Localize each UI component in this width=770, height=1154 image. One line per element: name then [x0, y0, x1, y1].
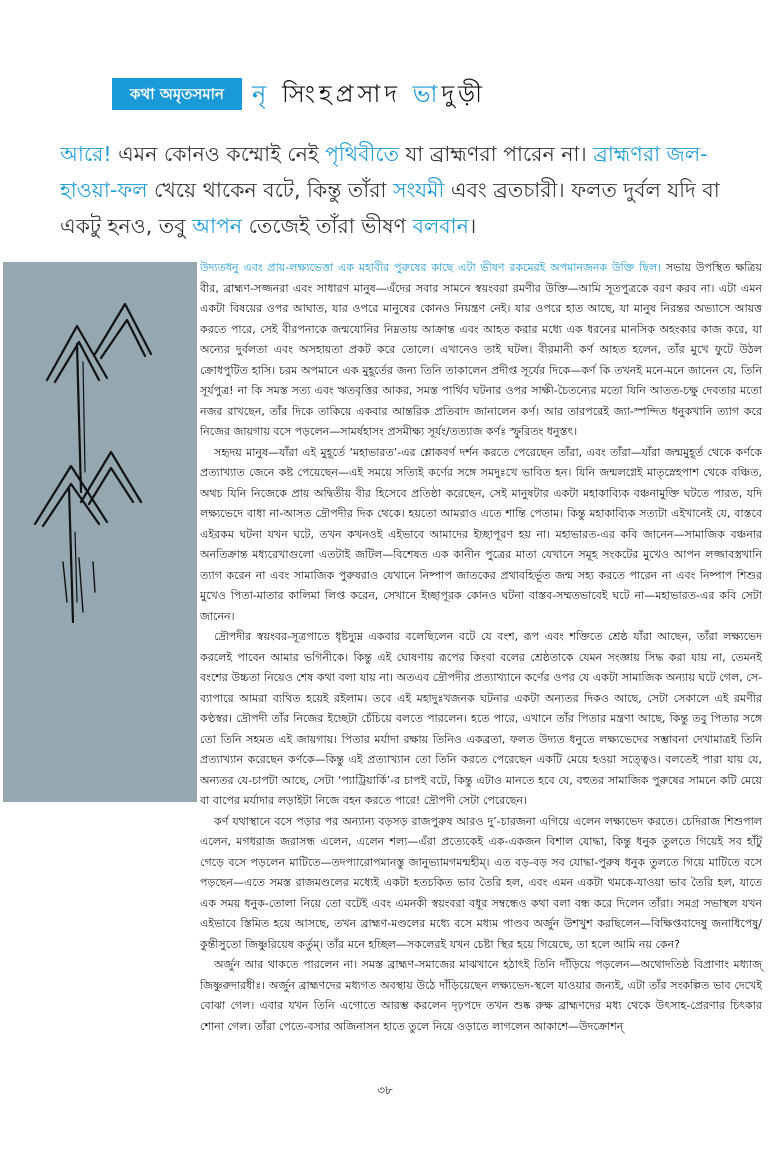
arrow-shaft-lower [69, 488, 73, 622]
author-name-part: সিংহপ্রসাদ [270, 80, 413, 108]
lead-quote [60, 136, 720, 244]
arrow-hatching [63, 558, 95, 612]
article-paragraph: সহৃদয় মানুষ—যাঁরা এই মুহূর্তে ‘মহাভারত’-এর শ্লোকবর্ণ দর্শন করতে পেরেছেন তাঁরা, এবং তাঁরা—যাঁরা জন্মমুহূর্ত থেকে কর্ণকে প্রত্যাখ্যাত জেনে কষ্ট পেয়েছেন—এই সময়ে সত্যিই কর্ণের সঙ্গে সমদুঃখে ভাবিত হন। যিনি জন্মলগ্নেই মাতৃস্নেহপাশ থেকে বঞ্চিত, অথচ যিনি নিজেকে প্রায় অদ্বিতীয় বীর হিসেবে প্রতিষ্ঠা করেছেন, সেই মানুষটার একটা মহাকাব্যিক বঞ্চনামুক্তি ঘটতে পারত, যদি লক্ষ্যভেদে বাধা না-আসত দ্রৌপদীর দিক থেকে। হয়তো আমরাও এতে শান্তি পেতাম। কিন্তু মহাকাব্যিক সত্যটা এইখানেই যে, বাস্তবে এইরকম ঘটনা যখন ঘটে, তখন কখনওই এইভাবে আমাদের ইচ্ছাপূরণ হয় না। মহাভারত-এর কবি জানেন—সামাজিক বঞ্চনার অনতিক্রান্ত মধ্যরেখাগুলো এতটাই জটিল—বিশেষত এক কানীন পুত্রের মাতা যেখানে সমূহ সংকটের মুখেও আপন লজ্জাবস্ত্রখানি ত্যাগ করেন না এবং সামাজিক পুরুষরাও যেখানে নিষ্পাপ জাতকের প্রথাবহির্ভূত জন্ম সহ্য করতে পারেন না এবং নিষ্পাপ শিশুর মুখেও পিতা-মাতার কালিমা লিপ্ত করেন, সেখানে ইচ্ছাপূরক কোনও ঘটনা বাস্তব-সম্মতভাবেই ঘটে না—মহাভারত-এর কবি সেটা জানেন। [200, 445, 763, 623]
lead-text: এমন কোনও কম্মোই নেই [111, 142, 326, 166]
article-paragraph: কর্ণ যথাস্থানে বসে পড়ার পর অন্যান্য বড়সড় রাজপুরুষ আরও দু’-চারজনা এগিয়ে এলেন লক্ষ্যভেদ করতে। চেদিরাজ শিশুপাল এলেন, মগধরাজ জরাসন্ধ এলেন, এলেন শল্য—এঁরা প্রত্যেকেই এক-একজন বিশাল যোদ্ধা, কিন্তু ধনুক তুলতে গিয়েই সব হাঁটু গেড়ে বসে পড়লেন মাটিতে—তদপ্যারোপমানস্তু জানুভ্যামগমন্মহীম্। এত বড়-বড় সব যোদ্ধা-পুরুষ ধনুক তুলতে গিয়ে মাটিতে বসে পড়ছেন—এতে সমস্ত রাজমণ্ডলের মধ্যেই একটা হতচকিত ভাব তৈরি হল, এবং এমন একটা থমকে-যাওয়া ভাব তৈরি হল, যাতে এক সময় ধনুক-তোলা নিয়ে তো বটেই এবং এমনকী স্বয়ংবরা বধূর সম্বন্ধেও কথা বলা বন্ধ করে দিলেন তাঁরা। সমগ্র সভাস্থল যখন এইভাবে স্তিমিত হয়ে আসছে, তখন ব্রাহ্মণ-মণ্ডলের মধ্যে বসে মধ্যম পাণ্ডব অর্জুন উশখুশ করছিলেন—বিক্ষিপ্তবাদেষু জনাধিপেষু/কুন্তীসুতো জিষ্ণুরিয়েষ কর্তুম্। তাঁর মনে হচ্ছিল—সকলেরই যখন চেষ্টা স্থির হয়ে গিয়েছে, তা হলে আমি নয় কেন? [200, 814, 762, 951]
arrow-head-upper-right-inner [101, 320, 145, 358]
lead-highlight: আপন [192, 214, 243, 238]
lead-text: এবং ব্রতচারী। ফলত দুর্বল যদি বা একটু হনও, তবু [60, 178, 720, 238]
author-name-part: নৃ [252, 80, 271, 108]
lead-text: তেজেই তাঁরা ভীষণ [242, 214, 413, 238]
article-body [200, 258, 762, 1037]
author-name [252, 76, 486, 112]
lead-highlight: সংযমী [392, 178, 445, 202]
arrow-head-upper-right [95, 304, 151, 354]
article-paragraph [200, 258, 762, 443]
arrow-head-lower-right-inner [89, 468, 133, 504]
author-name-part: দুড়ী [441, 80, 487, 108]
arrows-drawing [3, 262, 197, 802]
arrow-shaft-upper [77, 344, 81, 492]
article-paragraph: দ্রৌপদীর স্বয়ংবর-সূত্রপাতে ধৃষ্টদ্যুম্ন একবার বলেছিলেন বটে যে বংশ, রূপ এবং শক্তিতে শ্রেষ্ঠ যাঁরা আছেন, তাঁরা লক্ষ্যভেদ করলেই পাবেন আমার ভগিনীকে। কিন্তু এই ঘোষণায় রূপের কিংবা বলের শ্রেষ্ঠতাকে যেমন সংজ্ঞায় সিদ্ধ করা যায় না, তেমনই বংশের উচ্চতা নিয়েও শেষ কথা বলা যায় না। অতএব দ্রৌপদীর প্রত্যাখ্যানে কর্ণের ওপর যে একটা সামাজিক অন্যায় ঘটে গেল, সে-ব্যাপারে আমরা ব্যথিত হয়েই রইলাম। তবে এই মহাদুঃখজনক ঘটনার একটা অন্যতর দিকও আছে, সেটা সেকালে এই রমণীর কণ্ঠস্বর। দ্রৌপদী তাঁর নিজের ইচ্ছেটা চেঁচিয়ে বলতে পারলেন। হতে পারে, এখানে তাঁর পিতার মন্ত্রণা আছে, কিন্তু তবু পিতার সঙ্গে তো তিনি সহমত এই জায়গায়। পিতার মর্যাদা রক্ষায় তিনিও একব্রতা, ফলত উদ্যত ধনুতে লক্ষ্যভেদের সম্ভাবনা দেখামাত্রই তিনি প্রত্যাখ্যান করেছেন কর্ণকে—কিন্তু এই প্রত্যাখ্যান তো তিনি করতে পেরেছেন একটি মেয়ে হওয়া সত্ত্বেও। বলতেই পারা যায় যে, অন্যতর যে-চাপটা আছে, সেটা ‘প্যাট্রিয়ার্কি’-র চাপই বটে, কিন্তু এটাও মানতে হবে যে, বহুতর সামাজিক পুরুষের সামনে কটি মেয়ে বা বাপের মর্যাদার লড়াইটা নিজে বহন করতে পারে! দ্রৌপদী সেটা পেরেছেন। [200, 630, 762, 807]
article-paragraph: অর্জুন আর থাকতে পারলেন না। সমস্ত ব্রাহ্মণ-সমাজের মাঝখানে হঠাৎই তিনি দাঁড়িয়ে পড়লেন—অথোদতিষ্ঠ বিপ্রাণাং মধ্যাজ্ জিষ্ণুরুদারধীঃ। অর্জুন ব্রাহ্মণদের মধ্যগত অবস্থায় উঠে দাঁড়িয়েছেন লক্ষ্যভেদ-স্থলে যাওয়ার জন্যই, এটা তাঁর সংকল্পিত ভাব দেখেই বোঝা গেল। এবার যখন তিনি এগোতে আরম্ভ করলেন দৃঢ়পদে তখন শুষ্ক রুক্ষ ব্রাহ্মণদের মধ্য থেকে উৎসাহ-প্রেরণার চিৎকার শোনা গেল। তাঁরা পেতে-বসার অজিনাসন হাতে তুলে নিয়ে ওড়াতে লাগলেন আকাশে—উদক্রোশন্ [200, 958, 762, 1033]
calligraphic-arrows-artwork [3, 262, 197, 802]
page-header [0, 72, 770, 116]
lead-text: খেয়ে থাকেন বটে, কিন্তু তাঁরা [147, 178, 393, 202]
page-number: ৩৮ [377, 1083, 393, 1097]
lead-highlight: আরে! [60, 142, 112, 166]
arrow-shaft-lower-thin [75, 532, 77, 602]
lead-text: যা ব্রাহ্মণরা পারেন না। [398, 142, 594, 166]
paragraph-text: সভায় উপস্থিত ক্ষত্রিয় বীর, ব্রাহ্মণ-সজ্জনরা এবং সাধারণ মানুষ—এঁদের সবার সামনে স্বয়ংবরা রমণীর উক্তি—আমি সূতপুত্রকে বরণ করব না। এটা এমন একটা বিষয়ের ওপর আঘাত, যার ওপরে মানুষের কোনও নিয়ন্ত্রণ নেই। যার ওপরে হাত আছে, যা মানুষ নিরন্তর অভ্যাসে আয়ত্ত করতে পারে, সেই বীরপনাকে জন্মযোনির নিম্নতায় আক্রান্ত এবং আহত করার মধ্যে এক ধরনের মানসিক অহংকার কাজ করে, যা অন্যের দুর্বলতা এবং অসহায়তা প্রকট করে তোলে। এখানেও তাই ঘটল। বীরমানী কর্ণ আহত হলেন, তাঁর মুখে ফুটে উঠল ক্রোধপুটিত হাসি। চরম অপমানে এক মুহূর্তের জন্য তিনি তাকালেন প্রদীপ্ত সূর্যের দিকে—কর্ণ কি তখনই মনে-মনে জানেন যে, তিনি সূর্যপুত্র! না কি সমস্ত সত্য এবং ঋতবৃত্তির আকর, সমস্ত পার্থিব ঘটনার ওপর সাক্ষী-চৈতন্যের মতো যিনি আতত-চক্ষু দেবতার মতো নজর রাখছেন, তাঁর দিকে তাকিয়ে একবার আন্তরিক প্রতিবাদ জানালেন কর্ণ। আর তারপরেই জ্যা-স্পন্দিত ধনুকখানি ত্যাগ করে নিজের জায়গায় বসে পড়লেন—সামর্ষহাসং প্রসমীক্ষ্য সূর্যং/তত্যাজ কর্ণঃ স্ফুরিতং ধনুস্তৎ। [200, 261, 762, 438]
lead-text: । [468, 214, 477, 238]
author-name-part: ভা [412, 80, 442, 108]
paragraph-highlight: উদ্যতধনু এবং প্রায়-লক্ষ্যভেত্তা এক মহাবীর পুরুষের কাছে এটা ভীষণ রকমেরই অপমানজনক উক্তি ছিল। [200, 261, 662, 274]
section-tag: কথা অমৃতসমান [112, 78, 242, 110]
lead-highlight: বলবান [412, 214, 469, 238]
lead-highlight: পৃথিবীতে [325, 142, 399, 166]
arrow-shaft-upper-thin [83, 362, 85, 472]
lead-highlight: ব্রাহ্মণরা জল-হাওয়া-ফল [60, 142, 708, 202]
